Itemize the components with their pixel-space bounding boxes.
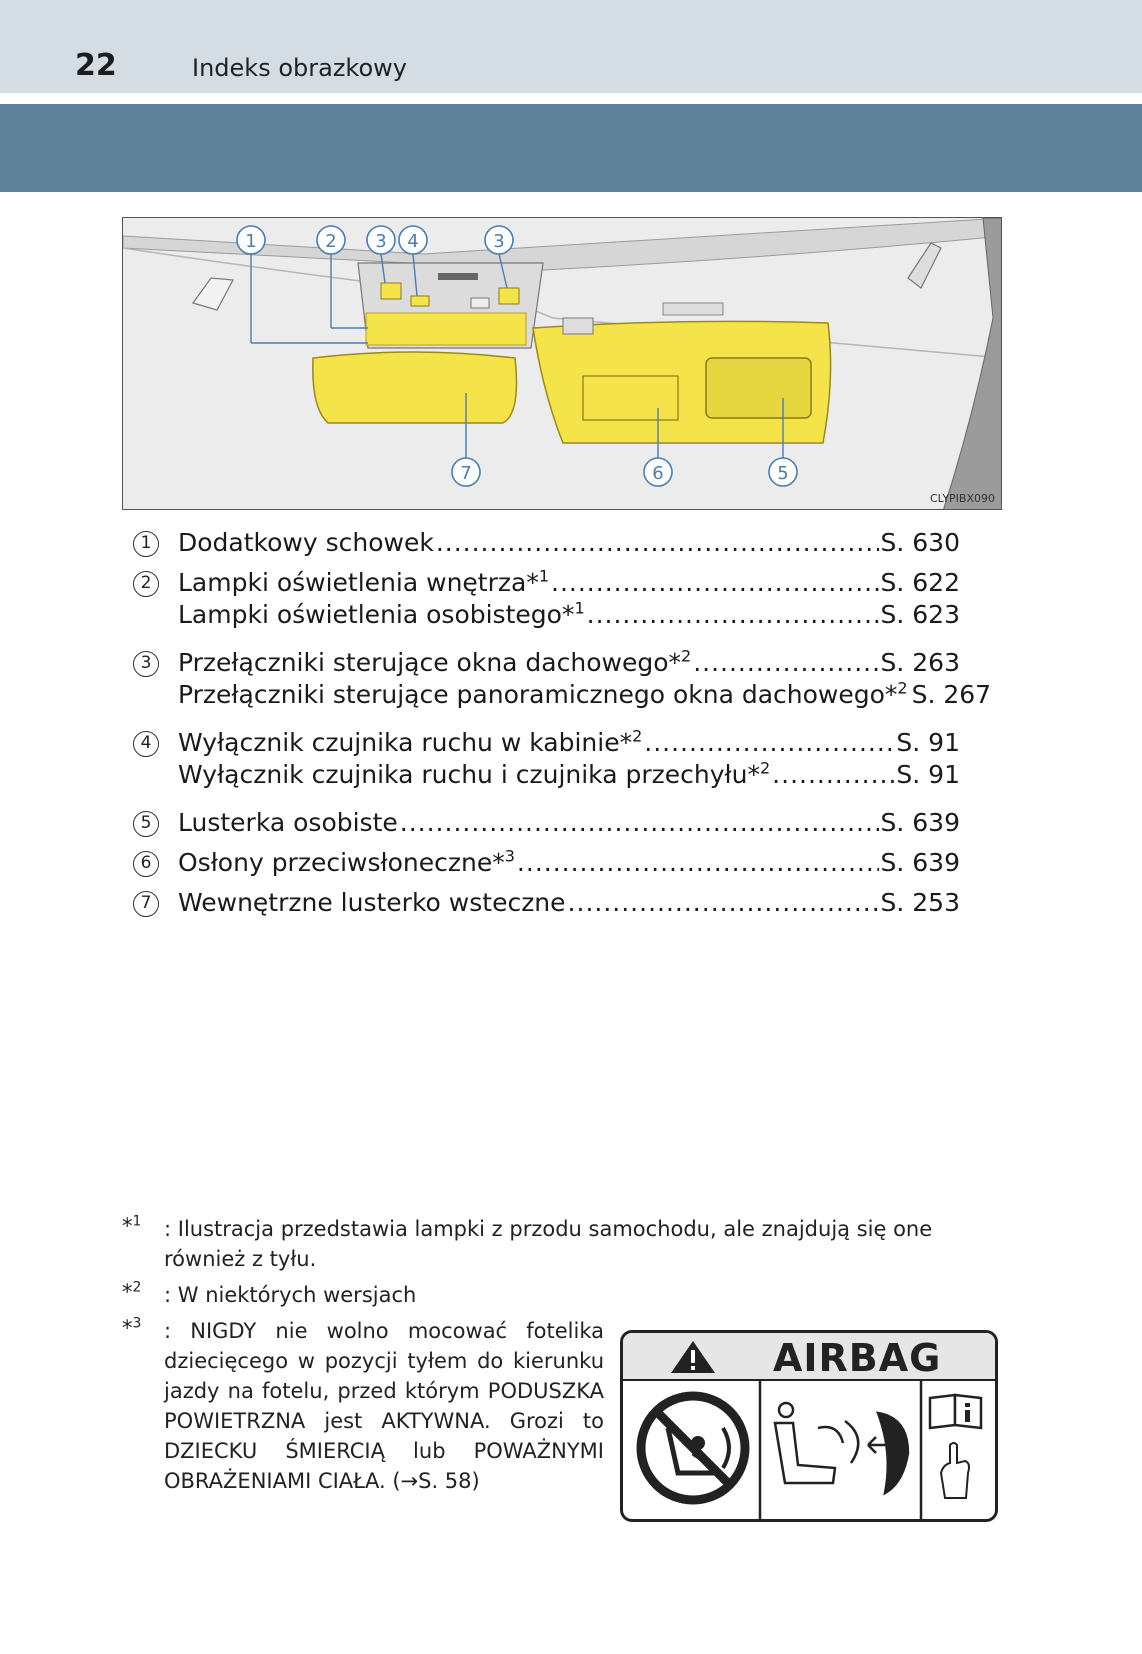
leader-dots bbox=[772, 760, 894, 789]
page-reference[interactable]: S. 267 bbox=[911, 680, 992, 709]
footnote-ref: 1 bbox=[538, 566, 550, 586]
page-reference[interactable]: S. 639 bbox=[880, 848, 960, 877]
interior-illustration bbox=[122, 217, 1002, 510]
leader-dots bbox=[587, 600, 879, 629]
footnote-mark: *$^1$ bbox=[122, 1213, 142, 1238]
index-entry[interactable] bbox=[130, 564, 960, 604]
index-entry[interactable] bbox=[130, 884, 960, 924]
leader-dots bbox=[551, 568, 879, 597]
callout-3b: 3 bbox=[493, 231, 505, 252]
leader-dots bbox=[436, 528, 879, 557]
page-reference[interactable]: S. 253 bbox=[880, 888, 960, 917]
page-title: Indeks obrazkowy bbox=[192, 54, 407, 82]
index-entry[interactable] bbox=[130, 524, 960, 564]
rearview-mirror-highlight bbox=[313, 352, 517, 423]
page-reference[interactable]: S. 630 bbox=[880, 528, 960, 557]
airbag-pictograms bbox=[623, 1333, 995, 1519]
entry-label: Lampki oświetlenia wnętrza*$^1$ bbox=[178, 566, 550, 597]
footnote-ref: 2 bbox=[759, 758, 771, 778]
footnote-mark: *$^3$ bbox=[122, 1315, 142, 1340]
index-entry[interactable] bbox=[130, 758, 960, 804]
callout-2: 2 bbox=[325, 231, 337, 252]
page-number: 22 bbox=[75, 48, 117, 83]
item-number-badge: 5 bbox=[133, 811, 159, 837]
page-reference[interactable]: S. 623 bbox=[880, 600, 960, 629]
item-number-badge: 2 bbox=[133, 571, 159, 597]
lamp-switch-left bbox=[381, 283, 401, 299]
page-reference[interactable]: S. 622 bbox=[880, 568, 960, 597]
item-number-badge: 1 bbox=[133, 531, 159, 557]
motion-sensor-switch bbox=[411, 296, 429, 306]
index-entry[interactable] bbox=[130, 598, 960, 644]
callout-4: 4 bbox=[407, 231, 419, 252]
callout-1: 1 bbox=[245, 231, 257, 252]
leader-dots bbox=[644, 728, 894, 757]
callout-5: 5 bbox=[777, 463, 789, 484]
footnote-mark: *$^2$ bbox=[122, 1279, 142, 1304]
item-number-badge: 3 bbox=[133, 651, 159, 677]
leader-dots bbox=[400, 808, 879, 837]
footnote-ref: 3 bbox=[504, 846, 515, 866]
entry-label: Przełączniki sterujące okna dachowego*$^2$ bbox=[178, 646, 692, 677]
manual-info-icon bbox=[930, 1395, 981, 1428]
entry-label: Wyłącznik czujnika ruchu w kabinie*$^2$ bbox=[178, 726, 643, 757]
index-entry[interactable] bbox=[130, 724, 960, 764]
entry-label: Dodatkowy schowek bbox=[178, 528, 434, 557]
callout-3: 3 bbox=[375, 231, 387, 252]
item-number-badge: 7 bbox=[133, 891, 159, 917]
leader-dots bbox=[693, 648, 878, 677]
no-child-seat-icon bbox=[641, 1396, 745, 1500]
figure-code: CLYPIBX090 bbox=[929, 492, 995, 505]
footnote-ref: 2 bbox=[897, 678, 908, 698]
page-reference[interactable]: S. 639 bbox=[880, 808, 960, 837]
index-entry[interactable] bbox=[130, 644, 960, 684]
leader-dots bbox=[517, 848, 879, 877]
leader-dots bbox=[568, 888, 879, 917]
page-reference[interactable]: S. 91 bbox=[896, 728, 960, 757]
airbag-warning-label bbox=[620, 1330, 998, 1522]
footnote-1 bbox=[122, 1214, 1002, 1274]
vanity-mirror-outline bbox=[706, 358, 811, 418]
callout-7: 7 bbox=[460, 463, 472, 484]
page-reference[interactable]: S. 263 bbox=[880, 648, 960, 677]
lamp-switch-right bbox=[499, 288, 519, 304]
callout-6: 6 bbox=[652, 463, 664, 484]
footnote-2 bbox=[122, 1280, 1002, 1310]
index-entry[interactable] bbox=[130, 678, 992, 724]
airbag-title: AIRBAG bbox=[773, 1336, 942, 1380]
entry-label: Lampki oświetlenia osobistego*$^1$ bbox=[178, 598, 585, 629]
entry-label: Lusterka osobiste bbox=[178, 808, 398, 837]
header-band bbox=[0, 104, 1142, 192]
entry-label: Wyłącznik czujnika ruchu i czujnika przechyłu*$^2$ bbox=[178, 758, 771, 789]
entry-label: Osłony przeciwsłoneczne*$^3$ bbox=[178, 846, 515, 877]
picture-index-list bbox=[130, 524, 992, 924]
footnote-ref: 2 bbox=[632, 726, 643, 746]
entry-label: Wewnętrzne lusterko wsteczne bbox=[178, 888, 566, 917]
footnote-ref: 1 bbox=[574, 598, 585, 618]
index-entry[interactable] bbox=[130, 804, 960, 844]
footnote-ref: 2 bbox=[681, 646, 692, 666]
item-number-badge: 4 bbox=[133, 731, 159, 757]
airbag-deployment-icon bbox=[775, 1403, 908, 1493]
hand-pointer-icon bbox=[941, 1443, 969, 1498]
footnote-text: : NIGDY nie wolno mocować fotelika dziecięcego w pozycji tyłem do kierunku jazdy na fotelu, przed którym PODUSZKA POWIETRZNA jest AKTYWNA. Grozi to DZIECKU ŚMIERCIĄ lub POWAŻNYMI OBRAŻENIAMI CIAŁA. (→S. 58) bbox=[164, 1319, 604, 1493]
item-number-badge: 6 bbox=[133, 851, 159, 877]
warning-triangle-icon bbox=[671, 1341, 715, 1373]
entry-label: Przełączniki sterujące panoramicznego okna dachowego*$^2$ bbox=[178, 678, 908, 709]
header-bar bbox=[0, 0, 1142, 93]
headliner-drawing bbox=[123, 218, 1002, 510]
page-reference[interactable]: S. 91 bbox=[896, 760, 960, 789]
index-entry[interactable] bbox=[130, 844, 960, 884]
overhead-storage-highlight bbox=[366, 313, 526, 345]
footnote-text: : W niektórych wersjach bbox=[164, 1283, 417, 1307]
footnote-text: : Ilustracja przedstawia lampki z przodu samochodu, ale znajdują się one również z tyłu. bbox=[164, 1217, 933, 1271]
